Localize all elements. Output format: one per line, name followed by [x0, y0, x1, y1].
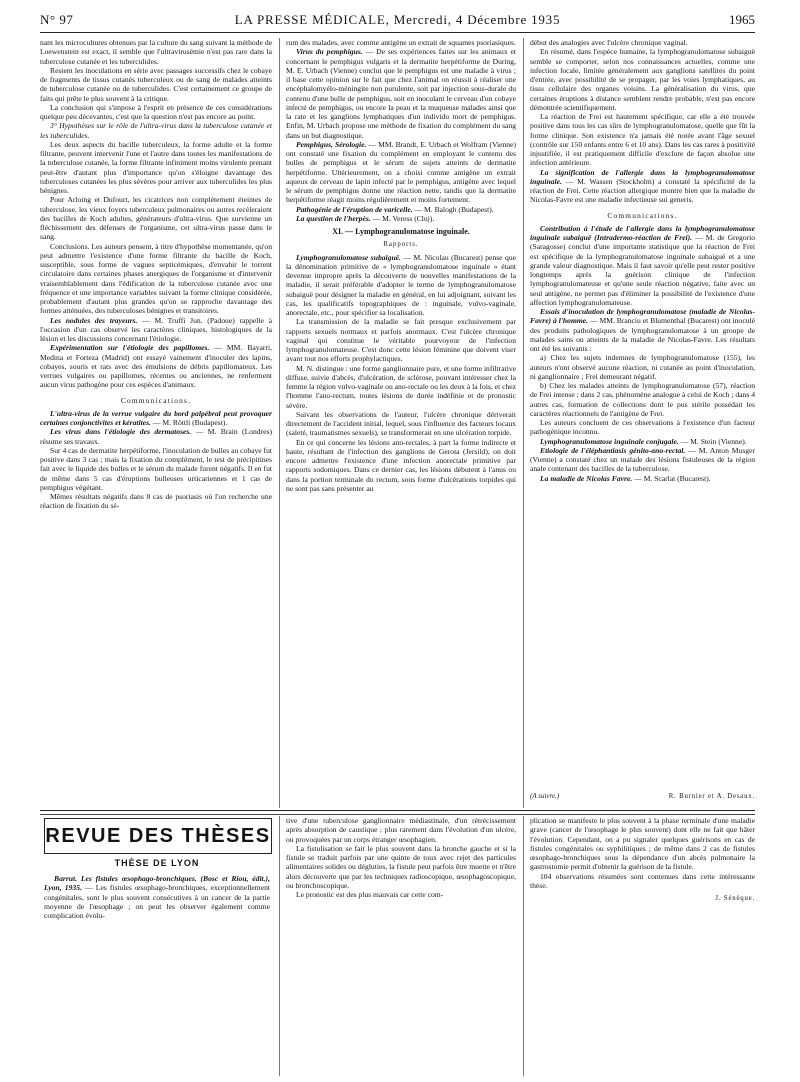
paragraph: a) Chez les sujets indemnes de lymphogranulomatose (155), les auteurs n'ont observé aucune réaction, ni cutanée au point d'inoculation, ni ganglionnaire ; Frei demeurant négatif.: [530, 353, 755, 381]
paragraph: Essais d'inoculation de lymphogranulomatose (maladie de Nicolas-Favre) à l'homme. — MM. Branciu et Blumenthal (Bucarest) ont inoculé des produits pathologiques de lymphogranulomatose à un groupe de malades sains ou atteints de la maladie de Nicolas-Favre. Les résultats ont été les suivants :: [530, 307, 755, 353]
article-title: Contribution à l'étude de l'allergie dans la lymphogranulomatose inguinale subaiguë (Intradermo-réaction de Frei).: [530, 223, 755, 242]
paragraph: Sur 4 cas de dermatite herpétiforme, l'inoculation de bulles au cobaye fut positive dans 3 cas ; mais la fixation du complément, le test de précipitines fait avec le liquide des bulles et le sérum du malade furent négatifs. Il en fut de même dans 5 cas d'éruptions bulleuses urticariennes et 1 cas de pemphigus végétant.: [40, 445, 272, 492]
paragraph: rum des malades, avec comme antigène un extrait de squames psoriasiques.: [286, 38, 516, 47]
paragraph: plication se manifeste le plus souvent à la phase terminale d'une maladie grave (cancer de l'œsophage le plus souvent) dont elle ne fait que hâter l'évolution. Cependant, on a pu signaler quelques guérisons en cas de fistules congénitales ou syphilitiques ; de même dans 2 cas de fistules œsophago-bronchiques sous la dépendance d'un abcès pulmonaire la gastrostomie permit d'obtenir la guérison de la fistule.: [530, 816, 755, 872]
article-title: L'ultra-virus de la verrue vulgaire du bord palpébral peut provoquer certaines conjonctivites et kératites.: [40, 408, 272, 427]
subsection-heading: Rapports.: [383, 241, 419, 249]
paragraph: Barrut. Les fistules œsophago-bronchiques. (Bosc et Riou, édit.), Lyon, 1935. — Les fistules œsophago-bronchiques, exceptionnellement congénitales, sont le plus souvent consécutives à un cancer de la partie moyenne de l'œsophage ; on peut les observer également comme complication évolu-: [44, 874, 270, 920]
article-title: Barrut. Les fistules œsophago-bronchiques. (Bosc et Riou, édit.), Lyon, 1935.: [44, 874, 270, 893]
article-title: Pemphigus, Sérologie.: [296, 139, 367, 149]
paragraph: Les virus dans l'étiologie des dermatoses. — M. Brain (Londres) résume ses travaux.: [40, 427, 272, 446]
paragraph: Etiologie de l'éléphantiasis génito-ano-rectal. — M. Anton Musger (Vienne) a constaté chez un malade des lésions fistuleuses de la région anale contenant des bacilles de la tuberculose.: [530, 445, 755, 474]
paragraph: En résumé, dans l'espèce humaine, la lymphogranulomatose subaiguë semble se comporter, selon nos connaissances actuelles, comme une infection locale, limitée généralement aux ganglions satellites du point d'entrée, avec possibilité de se propager, par les voies lymphatiques, au tissu cellulaire des organes voisins. La généralisation du virus, que certaines éruptions à distance semblent rendre probable, n'est pas encore démontrée scientifiquement.: [530, 47, 755, 112]
paragraph: Le pronostic est des plus mauvais car cette com-: [296, 890, 444, 899]
to-be-continued: (A suivre.): [530, 792, 560, 800]
column-divider-2: [523, 38, 524, 808]
paragraph: Restent les inoculations en série avec passages successifs chez le cobaye de fragments de tissus cutanés tuberculeux ou de sang de malades atteints de tuberculose cutanée ou de tuberculides. C'est certainement ce groupe de faits qui prête le plus souvent à la critique.: [40, 65, 272, 103]
paragraph: Les auteurs concluent de ces observations à l'existence d'un facteur pathogénique inconnu.: [530, 418, 755, 437]
article-title: Etiologie de l'éléphantiasis génito-ano-rectal.: [540, 445, 686, 455]
article-title: La signification de l'allergie dans la lymphogranulomatose inguinale.: [530, 167, 755, 186]
paragraph: M. N. distingue : une forme ganglionnaire pure, et une forme infiltrative diffuse, suivie d'abcès, d'ulcération, de sclérose, pouvant intéresser chez la femme la région vulvo-vaginale ou ano-rectale ou les deux à la fois, et chez l'homme l'ano-rectum, toutes lésions de durée indéfinie et de pronostic sévère.: [286, 363, 516, 410]
paragraph: nant les microcultures obtenues par la culture du sang suivant la méthode de Loewenstein est exact, il semble que l'ultravirusémie n'est pas rare dans la tuberculose cutanée et les tuberculides.: [40, 38, 272, 66]
subsection-heading: Communications.: [120, 395, 192, 405]
paragraph: Contribution à l'étude de l'allergie dans la lymphogranulomatose inguinale subaiguë (Intradermo-réaction de Frei). — M. de Gregorio (Saragosse) conclut d'une importante statistique que la réaction de Frei est spécifique de la lymphogranulomatose inguinale subaiguë et a une grande valeur diagnostique. Mais il faut savoir qu'elle peut rester positive longtemps après la guérison clinique de l'infection lymphogranulomateuse et qu'une seule réaction négative, faite avec un seul antigène, ne permet pas d'éliminer la possibilité de l'existence d'une affection lymphogranulomateuse.: [530, 223, 755, 307]
paragraph: Expérimentation sur l'étiologie des papillomes. — MM. Bayarri, Medina et Forteza (Madrid) ont essayé vainement d'inoculer des lapins, cobayes, souris et rats avec des émulsions de débris papillomateux. Les verrues vulgaires ou papillomes, récentes ou anciennes, ne renferment aucun virus pathogène pour ces espèces d'animaux.: [40, 343, 272, 390]
bottom-column-2: [286, 816, 516, 1076]
article-title: Les nodules des trayeurs.: [50, 315, 138, 325]
header-rule: [40, 32, 755, 33]
paragraph: La conclusion qui s'impose à l'esprit en présence de ces considérations quelque peu décevantes, c'est que la question n'est pas encore au point.: [40, 102, 272, 121]
bottom-column-1: [44, 874, 270, 954]
authors-signature: R. Burnier et A. Desaux.: [668, 793, 755, 800]
paragraph: La réaction de Frei est hautement spécifique, car elle a été trouvée positive dans tous les cas sûrs de lymphogranulomatose, quelle que fût la forme clinique. Son existence n'a jamais été notée avant l'âge sexuel (contrôle sur 150 enfants entre 6 et 10 ans). Dans les cas rares à positivité injustifiée, il est pratiquement difficile d'exclure de façon absolue une infection antérieure.: [530, 112, 755, 168]
subsection-heading: Communications.: [607, 210, 678, 220]
paragraph: La signification de l'allergie dans la lymphogranulomatose inguinale. — M. Wassen (Stockholm) a constaté la spécificité de la réaction de Frei. Cette réaction allergique montre bien que la maladie de Nicolas-Favre est une maladie infectieuse sui generis.: [530, 167, 755, 205]
bottom-divider-2: [523, 816, 524, 1076]
paragraph: Suivant les observations de l'auteur, l'ulcère chronique dériverait directement de l'accident initial, lequel, sous l'influence des facteurs locaux (saleté, traumatismes sexuels), se transformerait en une ulcération torpide.: [286, 409, 516, 438]
paragraph: Pemphigus, Sérologie. — MM. Brandt, E. Urbach et Wolfram (Vienne) ont constaté une fixation du complément en employant le contenu des bulles de pemphigus et le sérum de sujets atteints de dermatite herpétiforme. Ultérieurement, on a choisi comme antigène un extrait aqueux de cerveau de lapin infecté par le pemphigus, antigène avec lequel le sérum de pemphigus donne une réaction nette, tandis que la dermatite herpétiforme réagit moins régulièrement et moins fortement.: [286, 139, 516, 205]
these-subtitle: THÈSE DE LYON: [114, 858, 200, 868]
page-number: 1965: [729, 12, 755, 27]
paragraph: tive d'une tuberculose ganglionnaire médiastinale, d'un rétrécissement après absorption de caustique ; plus rarement dans l'évolution d'un ulcère, ou provoquées par un corps étranger œsophagien.: [286, 816, 516, 844]
paragraph: La maladie de Nicolas Favre. — M. Scarlat (Bucarest).: [540, 473, 711, 483]
section-separator: [40, 810, 755, 815]
paragraph: La fistulisation se fait le plus souvent dans la bronche gauche et si la fistule se traduit parfois par une quinte de toux avec rejet des particules alimentaires solides ou dégluties, la fistule peut parfois être muette et n'être alors découverte que par les techniques radioscopique, œsophagoscopique, ou bronchoscopique.: [286, 843, 516, 890]
bottom-column-3: [530, 816, 755, 1076]
article-title: Essais d'inoculation de lymphogranulomatose (maladie de Nicolas-Favre) à l'homme.: [530, 307, 755, 326]
paragraph: b) Chez les malades atteints de lymphogranulomatose (57), réaction de Frei intense ; dans 2 cas, phénomène analogue à celui de Koch ; dans 4 autres cas, formation de collections dont le pus stérile possédait les caractères réactionnels de l'antigène de Frei.: [530, 381, 755, 418]
paragraph: Les nodules des trayeurs. — M. Truffi Jun. (Padoue) rappelle à l'occasion d'un cas observé les caractères cliniques, histologiques de la lésion et les discussions concernant l'étiologie.: [40, 315, 272, 343]
article-title: Lymphogranulomatose subaiguë.: [296, 252, 401, 262]
column-1: [40, 38, 272, 808]
article-title: Les virus dans l'étiologie des dermatoses.: [50, 427, 192, 437]
paragraph: Virus du pemphigus. — De ses expériences faites sur les animaux et concernant le pemphigus vulgaris et la dermatite herpétiforme de During, M. E. Urbach (Vienne) conclut que le pemphigus est une maladie à virus ; il base cette opinion sur le fait que chez l'animal on réussit à réaliser une encéphalomyélo-méningite non purulente, soit par injection sous-durale du contenu d'une bulle de pemphigus, soit en inoculant le cerveau d'un cobaye infecté de pemphigus, ou encore la peau et la muqueuse malades ainsi que la rate et les ganglions lymphatiques d'un individu mort de pemphigus. Enfin, M. Urbach propose une méthode de fixation du complément du sang dans un but diagnostique.: [286, 47, 516, 140]
revue-des-theses-title-box: [44, 818, 272, 854]
article-title: Lymphogranulomatose inguinale conjugale.: [540, 436, 679, 446]
paragraph: Mêmes résultats négatifs dans 8 cas de psoriasis où l'on recherche une réaction de fixation du sé-: [40, 492, 272, 511]
paragraph: Pathogénie de l'éruption de varicelle. — M. Balogh (Budapest).: [296, 204, 494, 214]
column-3: [530, 38, 755, 768]
paragraph: La question de l'herpès. — M. Veress (Cluj).: [296, 213, 435, 223]
article-title: Pathogénie de l'éruption de varicelle.: [296, 204, 413, 214]
column-2: [286, 38, 516, 808]
paragraph: Lymphogranulomatose inguinale conjugale. — M. Stein (Vienne).: [540, 436, 747, 446]
article-title: La maladie de Nicolas Favre.: [540, 473, 633, 483]
paragraph: 3° Hypothèses sur le rôle de l'ultra-virus dans la tuberculose cutanée et les tuberculides.: [40, 121, 272, 140]
bottom-divider-1: [279, 816, 280, 1076]
column-divider-1: [279, 38, 280, 808]
paragraph: Les deux aspects du bacille tuberculeux, la forme adulte et la forme filtrante, peuvent intervenir l'une et l'autre dans toutes les manifestations de la tuberculose cutanée, la forme filtrante infiniment moins virulente prenant peut-être d'autant plus d'importance qu'on s'éloigne davantage des tuberculoses cutanées les plus sévères pour arriver aux tuberculides les plus bénignes.: [40, 139, 272, 195]
paragraph: L'ultra-virus de la verrue vulgaire du bord palpébral peut provoquer certaines conjonctivites et kératites. — M. Röttli (Budapest).: [40, 408, 272, 427]
paragraph: En ce qui concerne les lésions ano-rectales, à part la forme indirecte et haute, résultant de l'infection des ganglions de Gerota (Jersild), on doit encore admettre l'existence d'une infection anorectale primitive par rapports sodomiques. Dans ce dernier cas, les lésions débutent à l'anus ou dans la portion terminale du rectum, sous forme d'ulcérations torpides qui ne sont pas sans présenter au: [286, 437, 516, 493]
revue-title: REVUE DES THÈSES: [45, 824, 271, 847]
article-title: Expérimentation sur l'étiologie des papillomes.: [50, 343, 210, 353]
column-3-footer: [530, 788, 755, 802]
paragraph: début des analogies avec l'ulcère chronique vaginal.: [530, 38, 688, 47]
issue-number: N° 97: [40, 12, 74, 27]
paragraph: 104 observations résumées sont contenues dans cette intéressante thèse.: [530, 871, 755, 890]
section-heading: XI. — Lymphogranulomatose inguinale.: [332, 227, 470, 236]
paragraph: Lymphogranulomatose subaiguë. — M. Nicolau (Bucarest) pense que la dénomination primitive de « lymphogranulomatose inguinale » étant devenue impropre après la découverte de nouvelles manifestations de la maladie, il serait préférable d'adopter le terme de lymphogranulomatose subaiguë pour désigner la maladie en général, en lui adjoignant, suivant les cas, les qualificatifs topographiques de : inguinale, vulvo-vaginale, anorectale, etc., pour spécifier sa localisation.: [286, 252, 516, 317]
thesis-reviewer-signature: J. Sénèque.: [715, 895, 755, 902]
page-header: [40, 8, 755, 30]
article-title: La question de l'herpès.: [296, 213, 371, 223]
paragraph: Conclusions. Les auteurs pensent, à titre d'hypothèse momentanée, qu'on peut admettre l'existence d'une forme filtrante du bacille de Koch, susceptible, sous forme de vagues septicémiques, d'envahir le torrent circulatoire dans certaines phases anergiques de l'organisme et d'intervenir vraisemblablement dans l'édification de la tuberculose cutanée avec une fréquence et une importance variables suivant la forme clinique considérée, probablement d'autant plus grandes qu'on se rapproche davantage des formes atténuées, des tuberculoses bénignes et transitoires.: [40, 241, 272, 316]
paragraph: Pour Arloing et Dufourt, les cicatrices non complètement éteintes de tuberculose, les vieux foyers tuberculeux pulmonaires ou autres recèleraient des bacilles de Koch adultes, générateurs d'ultra-virus. Que survienne un fléchissement des défenses de l'organisme, cet ultra-virus passe dans le sang.: [40, 195, 272, 242]
journal-title: LA PRESSE MÉDICALE, Mercredi, 4 Décembre 1935: [234, 12, 561, 27]
paragraph: La transmission de la maladie se fait presque exclusivement par rapports sexuels normaux et parfois anormaux. C'est l'ulcère chronique vaginal qui constitue le véritable pourvoyeur de l'infection lymphogranulomateuse. C'est donc cette lésion féminine que doivent viser avant tout nos efforts prophylactiques.: [286, 317, 516, 364]
article-title: Virus du pemphigus.: [296, 47, 363, 57]
